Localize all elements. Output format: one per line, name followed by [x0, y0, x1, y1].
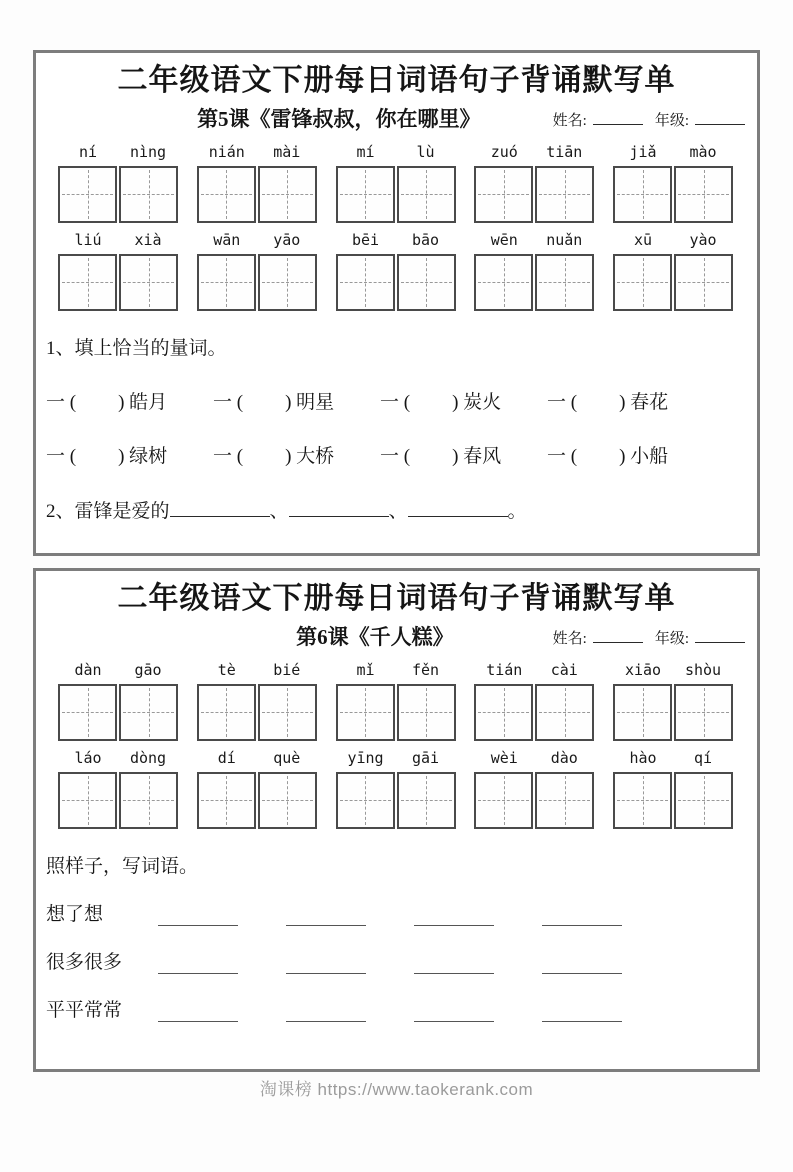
pinyin-labels [58, 143, 178, 166]
worksheet-panel-lesson5 [33, 50, 760, 556]
pinyin-row [36, 231, 757, 311]
writing-grid-box[interactable] [197, 684, 256, 741]
pinyin-labels [613, 661, 733, 684]
pinyin-syllable: gāi [411, 748, 440, 767]
word-pair [474, 661, 594, 741]
word-pair [474, 749, 594, 829]
writing-grid-box[interactable] [674, 254, 733, 311]
pinyin-syllable: tián [486, 660, 523, 679]
worksheet-title: 二年级语文下册每日词语句子背诵默写单 [117, 582, 676, 615]
grade-label: 年级: [654, 112, 689, 129]
pinyin-syllable: xiāo [624, 660, 662, 679]
writing-boxes [336, 166, 456, 223]
pinyin-row [36, 143, 757, 223]
pinyin-labels [58, 231, 178, 254]
pinyin-grid-area [36, 143, 757, 311]
pinyin-syllable: cài [550, 660, 578, 679]
writing-grid-box[interactable] [613, 254, 672, 311]
pattern-blank-line[interactable] [542, 1009, 622, 1022]
writing-grid-box[interactable] [336, 772, 395, 829]
pattern-blank-line[interactable] [286, 1009, 366, 1022]
writing-grid-box[interactable] [397, 684, 456, 741]
quantifier-item: 一 ( ) 大桥 [213, 445, 335, 467]
subtitle-row [36, 101, 757, 135]
lesson-title: 第5课《雷锋叔叔，你在哪里》 [197, 106, 481, 131]
writing-boxes [336, 254, 456, 311]
pinyin-syllable: dí [217, 748, 236, 767]
quantifier-item: 一 ( ) 绿树 [46, 445, 168, 467]
pinyin-labels [613, 231, 733, 254]
writing-grid-box[interactable] [397, 166, 456, 223]
pinyin-syllable: dòng [129, 748, 167, 767]
pinyin-labels [197, 749, 317, 772]
writing-grid-box[interactable] [336, 166, 395, 223]
writing-grid-box[interactable] [535, 166, 594, 223]
pinyin-labels [336, 749, 456, 772]
pattern-word-row [46, 947, 743, 974]
writing-boxes [197, 684, 317, 741]
pinyin-syllable: qí [693, 748, 713, 767]
word-pair [613, 749, 733, 829]
word-pair [197, 749, 317, 829]
quantifier-item: 一 ( ) 炭火 [380, 391, 502, 413]
writing-boxes [336, 772, 456, 829]
pinyin-labels [336, 143, 456, 166]
pinyin-syllable: nián [208, 142, 245, 161]
writing-grid-box[interactable] [197, 772, 256, 829]
pinyin-grid-area [36, 661, 757, 829]
pinyin-syllable: mǐ [356, 660, 375, 679]
writing-grid-box[interactable] [535, 254, 594, 311]
pattern-rows [46, 899, 743, 1022]
pattern-word-row [46, 899, 743, 926]
name-label: 姓名: [552, 630, 587, 647]
grade-blank-line[interactable] [695, 630, 745, 643]
word-pair [613, 661, 733, 741]
pattern-blank-line[interactable] [286, 961, 366, 974]
pinyin-labels [474, 661, 594, 684]
quantifier-item: 一 ( ) 春花 [547, 391, 669, 413]
writing-grid-box[interactable] [535, 772, 594, 829]
pinyin-syllable: hào [629, 748, 657, 767]
word-pair [58, 749, 178, 829]
pinyin-syllable: zuó [490, 142, 518, 161]
writing-grid-box[interactable] [535, 684, 594, 741]
writing-grid-box[interactable] [58, 254, 117, 311]
quantifier-item: 一 ( ) 小船 [547, 445, 669, 467]
word-pair [197, 143, 317, 223]
pinyin-syllable: mào [689, 142, 717, 161]
pinyin-syllable: dàn [74, 660, 102, 679]
writing-boxes [474, 254, 594, 311]
writing-grid-box[interactable] [397, 772, 456, 829]
pinyin-labels [197, 661, 317, 684]
subtitle-row [36, 619, 757, 653]
pinyin-syllable: yāo [273, 230, 301, 249]
writing-boxes [58, 166, 178, 223]
sentence-blank-line[interactable] [170, 504, 270, 517]
writing-grid-box[interactable] [258, 166, 317, 223]
writing-boxes [613, 166, 733, 223]
writing-grid-box[interactable] [119, 684, 178, 741]
pinyin-labels [58, 661, 178, 684]
pinyin-syllable: bié [273, 660, 301, 679]
worksheet-panel-lesson6 [33, 568, 760, 1072]
pinyin-syllable: yīng [347, 748, 384, 767]
quantifier-item: 一 ( ) 皓月 [46, 391, 168, 413]
word-pair [197, 661, 317, 741]
pinyin-syllable: mài [273, 142, 301, 161]
pinyin-labels [336, 661, 456, 684]
pattern-word-row [46, 995, 743, 1022]
quantifier-item: 一 ( ) 明星 [213, 391, 335, 413]
pattern-blank-line[interactable] [158, 1009, 238, 1022]
writing-boxes [613, 772, 733, 829]
pinyin-syllable: yào [689, 230, 717, 249]
quantifier-item: 一 ( ) 春风 [380, 445, 502, 467]
pinyin-syllable: tiān [546, 142, 583, 161]
writing-boxes [58, 254, 178, 311]
word-pair [613, 143, 733, 223]
word-pair [336, 661, 456, 741]
quantifier-rows [46, 387, 743, 468]
pinyin-syllable: què [273, 748, 301, 767]
word-pair [336, 231, 456, 311]
writing-grid-box[interactable] [258, 254, 317, 311]
pattern-blank-line[interactable] [158, 913, 238, 926]
sentence-blank-line[interactable] [289, 504, 389, 517]
footer-watermark[interactable]: 淘课榜 https://www.taokerank.com [259, 1080, 534, 1099]
writing-boxes [474, 166, 594, 223]
name-blank-line[interactable] [593, 112, 643, 125]
pinyin-syllable: jiǎ [629, 142, 657, 161]
writing-grid-box[interactable] [474, 684, 533, 741]
writing-grid-box[interactable] [258, 772, 317, 829]
name-grade-line [553, 627, 745, 648]
pinyin-labels [197, 143, 317, 166]
pinyin-row [36, 749, 757, 829]
quantifier-row [46, 441, 743, 468]
pattern-blank-line[interactable] [414, 913, 494, 926]
pattern-prompt: 照样子，写词语。 [46, 855, 199, 877]
pinyin-syllable: nìng [129, 142, 167, 161]
pinyin-syllable: mí [356, 142, 375, 161]
writing-grid-box[interactable] [674, 772, 733, 829]
pattern-blank-line[interactable] [542, 961, 622, 974]
writing-boxes [197, 772, 317, 829]
pattern-blank-line[interactable] [158, 961, 238, 974]
pinyin-syllable: liú [74, 230, 102, 249]
writing-grid-box[interactable] [258, 684, 317, 741]
writing-grid-box[interactable] [58, 772, 117, 829]
writing-grid-box[interactable] [613, 772, 672, 829]
pattern-example-word: 想了想 [46, 903, 104, 925]
pattern-blank-line[interactable] [542, 913, 622, 926]
pinyin-syllable: wān [213, 230, 241, 249]
writing-grid-box[interactable] [474, 254, 533, 311]
pinyin-labels [613, 143, 733, 166]
name-blank-line[interactable] [593, 630, 643, 643]
pinyin-syllable: ní [78, 142, 98, 161]
writing-boxes [197, 254, 317, 311]
pinyin-syllable: xià [134, 230, 162, 249]
name-grade-line [553, 109, 745, 130]
pinyin-labels [474, 749, 594, 772]
grade-blank-line[interactable] [695, 112, 745, 125]
word-pair [58, 661, 178, 741]
pinyin-labels [197, 231, 317, 254]
writing-grid-box[interactable] [674, 166, 733, 223]
pattern-blank-line[interactable] [286, 913, 366, 926]
writing-grid-box[interactable] [474, 772, 533, 829]
writing-grid-box[interactable] [197, 166, 256, 223]
word-pair [197, 231, 317, 311]
pinyin-syllable: dào [550, 748, 578, 767]
word-pair [613, 231, 733, 311]
pinyin-labels [474, 231, 594, 254]
pinyin-syllable: wèi [490, 748, 518, 767]
word-pair [58, 143, 178, 223]
writing-boxes [613, 684, 733, 741]
word-pair [474, 231, 594, 311]
writing-boxes [613, 254, 733, 311]
writing-grid-box[interactable] [336, 254, 395, 311]
writing-grid-box[interactable] [613, 166, 672, 223]
sentence-blank-line[interactable] [408, 504, 508, 517]
pinyin-syllable: shòu [684, 660, 722, 679]
quantifier-row [46, 387, 743, 414]
writing-boxes [336, 684, 456, 741]
writing-grid-box[interactable] [474, 166, 533, 223]
name-label: 姓名: [552, 112, 587, 129]
word-pair [336, 143, 456, 223]
writing-grid-box[interactable] [613, 684, 672, 741]
writing-boxes [197, 166, 317, 223]
exercise-area [36, 851, 757, 1022]
writing-boxes [58, 684, 178, 741]
writing-grid-box[interactable] [336, 684, 395, 741]
writing-boxes [474, 684, 594, 741]
pinyin-labels [336, 231, 456, 254]
pattern-example-word: 平平常常 [46, 999, 123, 1021]
pinyin-syllable: bāo [411, 230, 440, 249]
writing-grid-box[interactable] [674, 684, 733, 741]
pinyin-labels [474, 143, 594, 166]
writing-grid-box[interactable] [58, 684, 117, 741]
writing-grid-box[interactable] [119, 772, 178, 829]
pinyin-syllable: wēn [490, 230, 518, 249]
word-pair [474, 143, 594, 223]
exercise-area [36, 333, 757, 523]
pinyin-syllable: lù [416, 142, 435, 161]
pattern-example-word: 很多很多 [46, 951, 123, 973]
writing-grid-box[interactable] [397, 254, 456, 311]
writing-boxes [58, 772, 178, 829]
pinyin-syllable: láo [74, 748, 102, 767]
pinyin-syllable: xū [633, 230, 653, 249]
pinyin-syllable: fěn [411, 660, 440, 679]
pinyin-syllable: gāo [134, 660, 162, 679]
sentence-fill-line: 2、雷锋是爱的 、 、 。 [46, 500, 527, 522]
pinyin-syllable: nuǎn [546, 230, 583, 249]
pattern-blank-line[interactable] [414, 1009, 494, 1022]
lesson-title: 第6课《千人糕》 [296, 624, 454, 649]
grade-label: 年级: [654, 630, 689, 647]
pinyin-syllable: tè [217, 660, 236, 679]
word-pair [336, 749, 456, 829]
writing-boxes [474, 772, 594, 829]
writing-grid-box[interactable] [119, 254, 178, 311]
pinyin-labels [613, 749, 733, 772]
quantifier-prompt: 1、填上恰当的量词。 [46, 337, 227, 359]
word-pair [58, 231, 178, 311]
worksheet-title: 二年级语文下册每日词语句子背诵默写单 [117, 64, 676, 97]
pattern-blank-line[interactable] [414, 961, 494, 974]
writing-grid-box[interactable] [58, 166, 117, 223]
pinyin-labels [58, 749, 178, 772]
pinyin-syllable: bēi [351, 230, 380, 249]
pinyin-row [36, 661, 757, 741]
writing-grid-box[interactable] [197, 254, 256, 311]
writing-grid-box[interactable] [119, 166, 178, 223]
